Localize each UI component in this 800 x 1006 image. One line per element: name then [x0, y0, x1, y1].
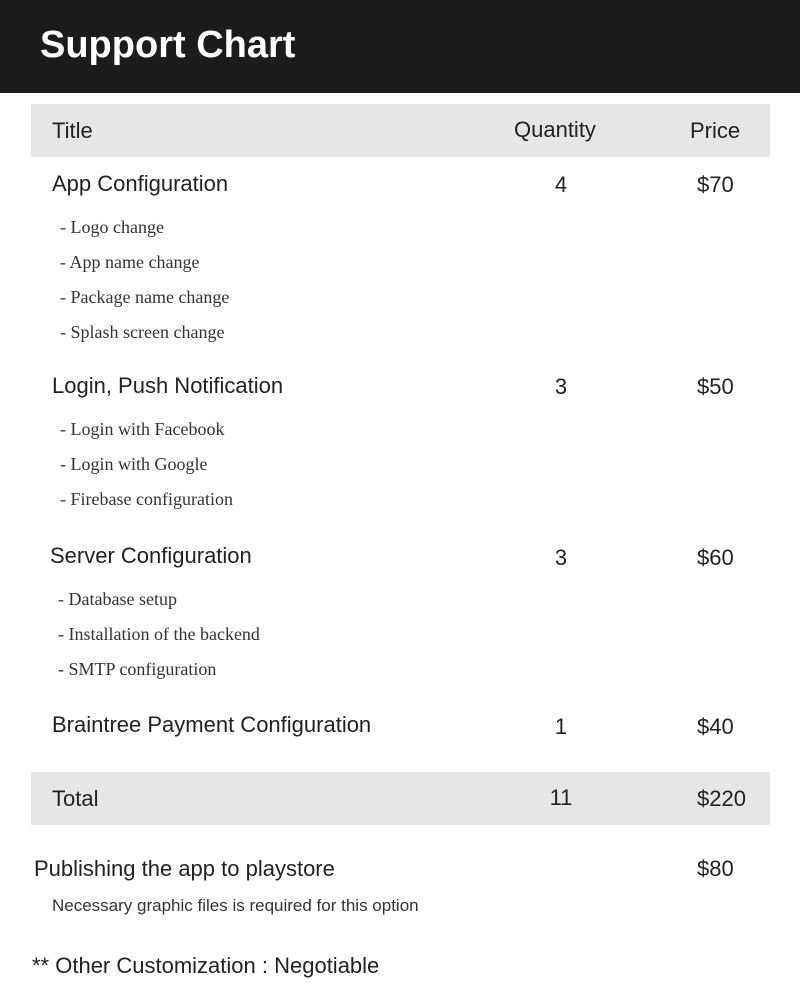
column-header-price: Price	[690, 118, 741, 143]
header-bar	[0, 0, 800, 93]
section-title-server-configuration: Server Configuration	[50, 543, 252, 568]
total-quantity: 11	[549, 785, 573, 810]
publishing-price: $80	[697, 856, 734, 881]
section-quantity-login-push: 3	[554, 374, 568, 399]
other-customization-note: ** Other Customization : Negotiable	[32, 953, 380, 978]
section-price-login-push: $50	[697, 374, 734, 399]
list-item: - App name change	[60, 252, 200, 272]
section-quantity-braintree: 1	[554, 714, 568, 739]
publishing-title: Publishing the app to playstore	[34, 856, 335, 881]
section-quantity-app-configuration: 4	[554, 172, 568, 197]
section-title-login-push: Login, Push Notification	[52, 373, 284, 398]
list-item: - Database setup	[58, 589, 177, 609]
list-item: - Logo change	[60, 217, 164, 237]
table-total-row	[31, 772, 770, 825]
list-item: - SMTP configuration	[58, 659, 217, 679]
list-item: - Package name change	[60, 287, 230, 307]
column-header-quantity: Quantity	[514, 117, 596, 142]
section-title-app-configuration: App Configuration	[52, 171, 229, 196]
list-item: - Splash screen change	[60, 322, 225, 342]
column-header-title: Title	[52, 118, 93, 143]
section-quantity-server-configuration: 3	[554, 545, 568, 570]
section-title-braintree: Braintree Payment Configuration	[52, 712, 372, 737]
total-label: Total	[52, 786, 99, 811]
section-price-app-configuration: $70	[697, 172, 734, 197]
table-header-row	[31, 104, 770, 157]
list-item: - Login with Google	[60, 454, 208, 474]
list-item: - Firebase configuration	[60, 489, 233, 509]
section-price-server-configuration: $60	[697, 545, 734, 570]
list-item: - Login with Facebook	[60, 419, 225, 439]
page-title: Support Chart	[40, 24, 296, 66]
list-item: - Installation of the backend	[58, 624, 260, 644]
section-price-braintree: $40	[697, 714, 734, 739]
publishing-note: Necessary graphic files is required for this option	[52, 896, 419, 915]
total-price: $220	[697, 786, 746, 811]
